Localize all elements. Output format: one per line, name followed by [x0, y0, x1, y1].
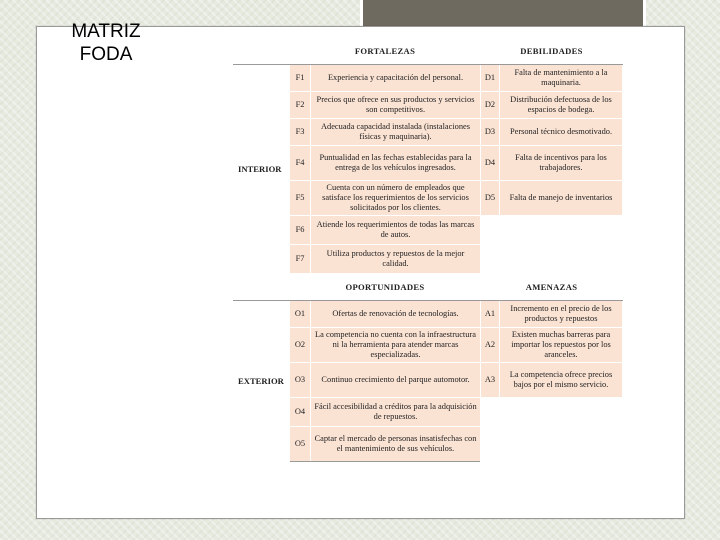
strength-code: F3: [290, 119, 311, 146]
threat-text: Existen muchas barreras para importar los repuestos por los aranceles.: [500, 328, 623, 363]
opportunity-code: O1: [290, 301, 311, 328]
opportunity-code: O2: [290, 328, 311, 363]
strength-text: Puntualidad en las fechas establecidas para la entrega de los vehículos ingresados.: [311, 146, 481, 181]
table-row: [234, 146, 623, 181]
interior-header-row: [234, 38, 623, 65]
weakness-code: D1: [481, 65, 500, 92]
table-row: [234, 301, 623, 328]
strength-code: F5: [290, 181, 311, 216]
weakness-code: D2: [481, 92, 500, 119]
strength-text: Precios que ofrece en sus productos y servicios son competitivos.: [311, 92, 481, 119]
opportunity-code: O3: [290, 363, 311, 398]
weakness-code: D4: [481, 146, 500, 181]
weaknesses-header: DEBILIDADES: [481, 38, 623, 65]
empty-cell: [500, 398, 623, 462]
table-row: [234, 216, 623, 245]
weakness-text: Falta de incentivos para los trabajadores.: [500, 146, 623, 181]
strength-code: F4: [290, 146, 311, 181]
opportunity-text: La competencia no cuenta con la infraestructura ni la herramienta para atender marcas especializadas.: [311, 328, 481, 363]
table-row: [234, 363, 623, 398]
empty-cell: [500, 245, 623, 274]
threat-code: A3: [481, 363, 500, 398]
threat-text: La competencia ofrece precios bajos por el mismo servicio.: [500, 363, 623, 398]
opportunity-text: Fácil accesibilidad a créditos para la adquisición de repuestos.: [311, 398, 481, 427]
strength-code: F1: [290, 65, 311, 92]
weakness-code: D5: [481, 181, 500, 216]
threat-code: A1: [481, 301, 500, 328]
table-row: [234, 65, 623, 92]
blank-corner: [234, 38, 290, 65]
opportunity-code: O4: [290, 398, 311, 427]
threat-text: Incremento en el precio de los productos y repuestos: [500, 301, 623, 328]
table-row: [234, 245, 623, 274]
table-row: [234, 119, 623, 146]
interior-label: INTERIOR: [234, 65, 290, 274]
weakness-text: Personal técnico desmotivado.: [500, 119, 623, 146]
opportunity-text: Ofertas de renovación de tecnologías.: [311, 301, 481, 328]
strength-code: F6: [290, 216, 311, 245]
empty-cell: [500, 216, 623, 245]
opportunity-text: Continuo crecimiento del parque automotor.: [311, 363, 481, 398]
opportunities-header: OPORTUNIDADES: [290, 274, 481, 301]
slide-title: [56, 20, 156, 66]
empty-cell: [481, 216, 500, 245]
table-row: [234, 328, 623, 363]
exterior-label: EXTERIOR: [234, 301, 290, 462]
empty-cell: [481, 245, 500, 274]
slide-title-line-2: FODA: [79, 44, 133, 65]
slide-title-line-1: MATRIZ: [71, 21, 141, 42]
exterior-header-row: [234, 274, 623, 301]
threats-header: AMENAZAS: [481, 274, 623, 301]
opportunity-text: Captar el mercado de personas insatisfechas con el mantenimiento de sus vehículos.: [311, 427, 481, 462]
weakness-text: Distribución defectuosa de los espacios de bodega.: [500, 92, 623, 119]
empty-cell: [481, 398, 500, 462]
weakness-text: Falta de manejo de inventarios: [500, 181, 623, 216]
table-row: [234, 92, 623, 119]
blank-corner: [234, 274, 290, 301]
threat-code: A2: [481, 328, 500, 363]
table-row: [234, 181, 623, 216]
strengths-header: FORTALEZAS: [290, 38, 481, 65]
weakness-text: Falta de mantenimiento a la maquinaria.: [500, 65, 623, 92]
strength-code: F2: [290, 92, 311, 119]
table-row: [234, 398, 623, 427]
strength-text: Experiencia y capacitación del personal.: [311, 65, 481, 92]
opportunity-code: O5: [290, 427, 311, 462]
swot-matrix-table: [233, 37, 623, 462]
strength-code: F7: [290, 245, 311, 274]
strength-text: Adecuada capacidad instalada (instalaciones físicas y maquinaria).: [311, 119, 481, 146]
weakness-code: D3: [481, 119, 500, 146]
strength-text: Cuenta con un número de empleados que satisface los requerimientos de los servicios solicitados por los clientes.: [311, 181, 481, 216]
strength-text: Utiliza productos y repuestos de la mejor calidad.: [311, 245, 481, 274]
strength-text: Atiende los requerimientos de todas las marcas de autos.: [311, 216, 481, 245]
